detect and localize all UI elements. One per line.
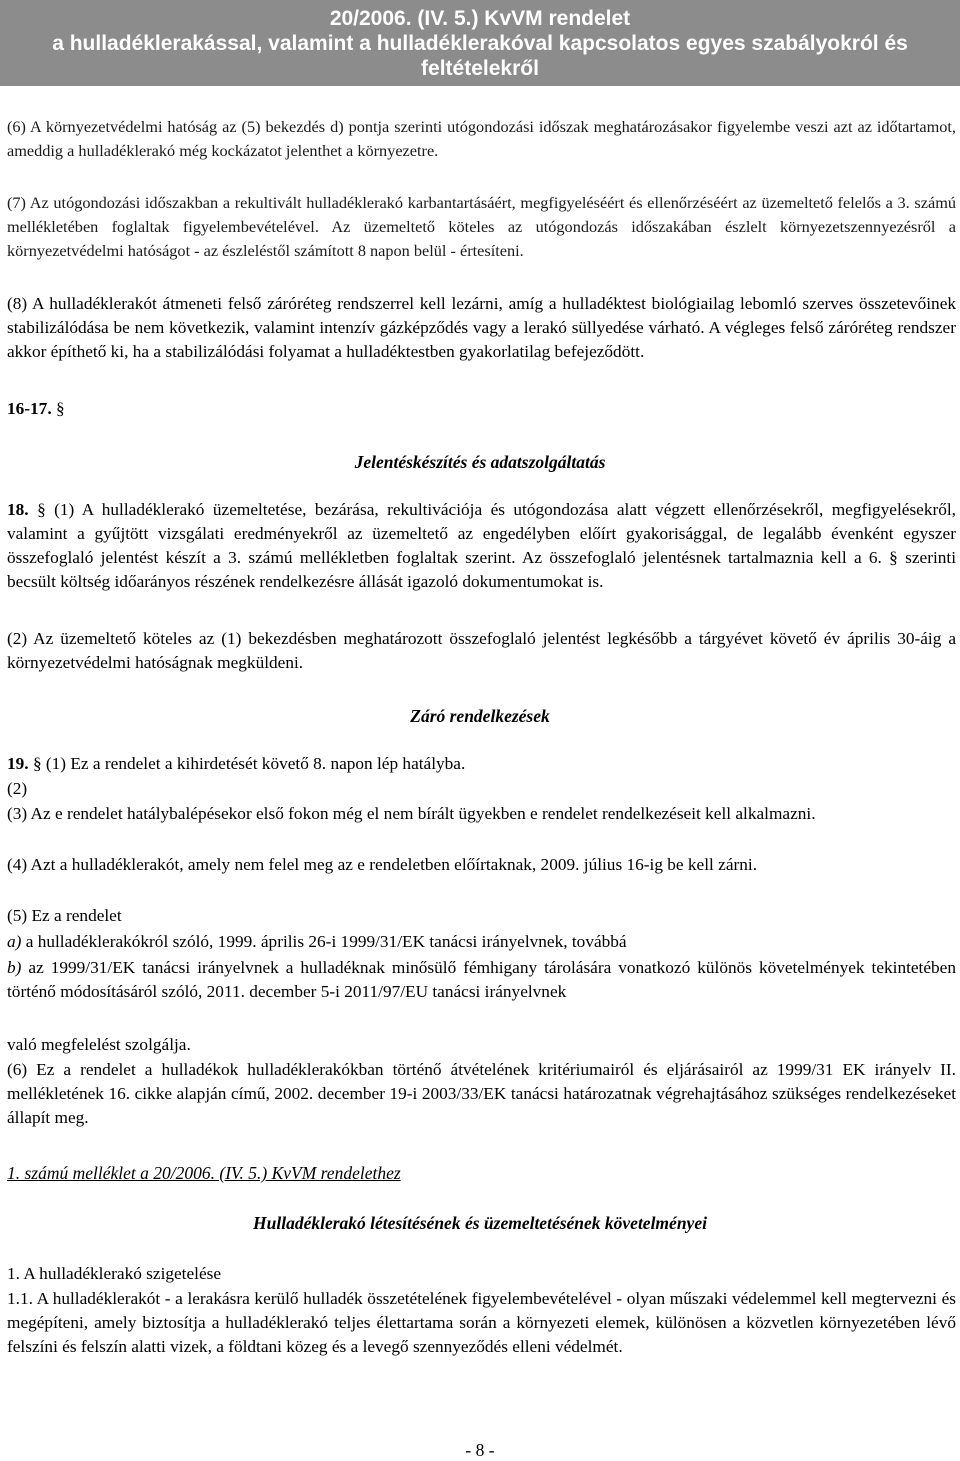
section-19-paragraph-6: (6) Ez a rendelet a hulladékok hulladéklerakókban történő átvételének kritériumairól és eljárásairól az 1999/31 EK irányelv II. mellékletének 16. cikke alapján című, 2002. december 19-i 2003/33/EK tanácsi határozatnak végrehajtásához szükséges rendelkezéseket állapít meg. <box>7 1060 956 1127</box>
section-number: 19. <box>7 754 29 773</box>
section-number: 16-17. <box>7 399 52 418</box>
section-18-text: (1) A hulladéklerakó üzemeltetése, bezárása, rekultivációja és utógondozása alatt végzett ellenőrzésekről, megfigyelésekről, valamint a gyűjtött vizsgálati eredményekről az üzemeltető az engedélyben előírt gyakorisággal, de legalább évenként egyszer összefoglaló jelentést készít a 3. számú mellékletben foglaltak szerint. Az összefoglaló jelentésnek tartalmaznia kell a 6. § szerinti becsült költség időarányos részének rendelkezésre állását igazoló dokumentumokat is. <box>7 500 956 591</box>
section-sign: § <box>37 500 46 519</box>
section-19-point-b-continuation: való megfelelést szolgálja. <box>7 1035 191 1054</box>
section-19-paragraph-2: (2) <box>7 779 28 798</box>
section-sign: § <box>32 754 42 773</box>
annex-item-1-1: 1.1. A hulladéklerakót - a lerakásra kerülő hulladék összetételének figyelembevételével - olyan műszaki védelemmel kell megtervezni és megépíteni, amely biztosítja a hulladéklerakó teljes élettartama során a környezeti elemek, különösen a közvetlen környezetében lévő felszíni és felszín alatti vizek, a földtani közeg és a levegő szennyeződés elleni védelmét. <box>7 1289 956 1356</box>
point-text: a hulladéklerakókról szóló, 1999. április 26-i 1999/31/EK tanácsi irányelvnek, továbbá <box>25 932 627 951</box>
section-19-paragraph-3: (3) Az e rendelet hatálybalépésekor első fokon még el nem bírált ügyekben e rendelet rendelkezéseit kell alkalmazni. <box>7 804 816 823</box>
annex-item-1: 1. A hulladéklerakó szigetelése <box>7 1264 222 1283</box>
annex-title: 1. számú melléklet a 20/2006. (IV. 5.) KvVM rendelethez <box>7 1163 401 1183</box>
section-19-point-b <box>7 956 956 1004</box>
point-label: a) <box>7 932 22 951</box>
section-19-paragraph-5: (5) Ez a rendelet <box>7 906 122 925</box>
section-19-point-a <box>7 930 956 954</box>
paragraph-6: (6) A környezetvédelmi hatóság az (5) bekezdés d) pontja szerinti utógondozási időszak meghatározásakor figyelembe veszi azt az időtartamot, ameddig a hulladéklerakó még kockázatot jelenthet a környezetre. <box>7 117 956 160</box>
page-number: - 8 - <box>465 1440 495 1460</box>
point-text: az 1999/31/EK tanácsi irányelvnek a hulladéknak minősülő fémhigany tárolására vonatkozó különös követelmények tekintetében történő módosításáról szóló, 2011. december 5-i 2011/97/EU tanácsi irányelvnek <box>7 958 956 1001</box>
section-18-paragraph-2: (2) Az üzemeltető köteles az (1) bekezdésben meghatározott összefoglaló jelentést legkésőbb a tárgyévet követő év április 30-áig a környezetvédelmi hatóságnak megküldeni. <box>7 629 956 672</box>
section-number: 18. <box>7 500 29 519</box>
header-subtitle-line1: a hulladéklerakással, valamint a hulladéklerakóval kapcsolatos egyes szabályokról és <box>52 32 908 55</box>
section-16-17 <box>7 397 956 421</box>
section-sign: § <box>55 399 65 418</box>
header-title: 20/2006. (IV. 5.) KvVM rendelet <box>329 7 631 30</box>
heading-closing: Záró rendelkezések <box>410 706 550 726</box>
heading-annex: Hulladéklerakó létesítésének és üzemeltetésének követelményei <box>253 1213 707 1233</box>
section-19-text: (1) Ez a rendelet a kihirdetését követő 8. napon lép hatályba. <box>45 754 466 773</box>
section-19-paragraph-1 <box>7 752 956 776</box>
section-18-paragraph-1 <box>7 498 956 594</box>
paragraph-7: (7) Az utógondozási időszakban a rekultivált hulladéklerakó karbantartásáért, megfigyeléséért és ellenőrzéséért az üzemeltető felelős a 3. számú mellékletében foglaltak figyelembevételével. Az üzemeltető köteles az utógondozás időszakában észlelt környezetszennyezésről a környezetvédelmi hatóságot - az észleléstől számított 8 napon belül - értesíteni. <box>7 193 956 260</box>
header-subtitle-line2: feltételekről <box>421 57 539 80</box>
paragraph-8: (8) A hulladéklerakót átmeneti felső záróréteg rendszerrel kell lezárni, amíg a hulladéktest biológiailag lebomló szerves összetevőinek stabilizálódása be nem következik, valamint intenzív gázképződés vagy a lerakó süllyedése várható. A végleges felső záróréteg rendszer akkor építhető ki, ha a stabilizálódási folyamat a hulladéktestben gyakorlatilag befejeződött. <box>7 294 956 361</box>
point-label: b) <box>7 958 22 977</box>
heading-reporting: Jelentéskészítés és adatszolgáltatás <box>354 452 606 472</box>
section-19-paragraph-4: (4) Azt a hulladéklerakót, amely nem felel meg az e rendeletben előírtaknak, 2009. július 16-ig be kell zárni. <box>7 855 758 874</box>
document-header <box>0 0 960 86</box>
